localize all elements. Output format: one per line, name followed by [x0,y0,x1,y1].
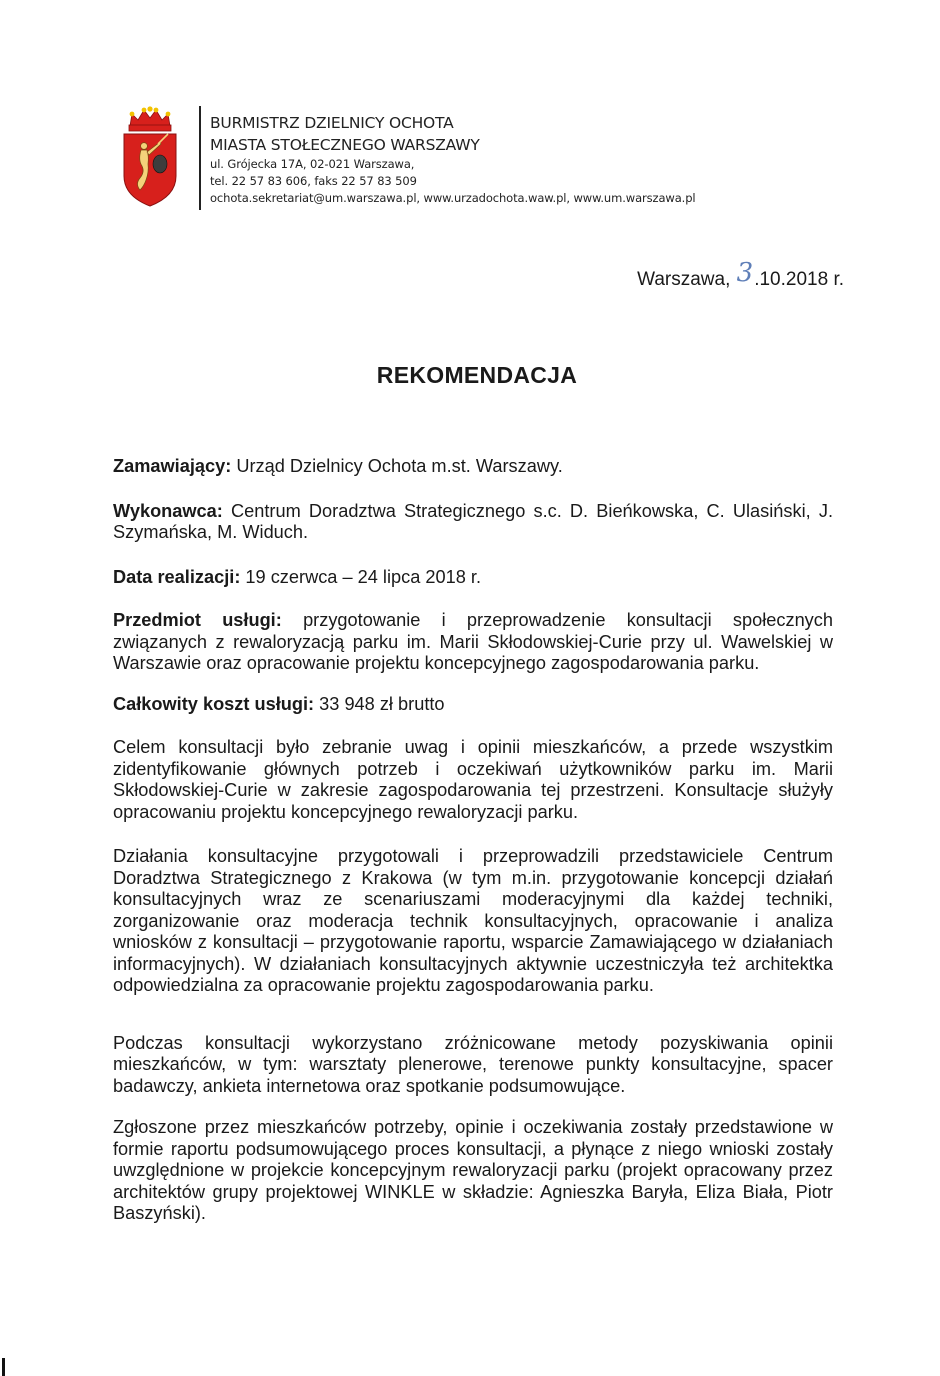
field-zamawiajacy [113,456,833,478]
field-value: 19 czerwca – 24 lipca 2018 r. [240,566,481,587]
paragraph-zgloszone: Zgłoszone przez mieszkańców potrzeby, opinie i oczekiwania zostały przedstawione w formie raportu podsumowującego proces konsultacji, a płynące z niego wnioski zostały uwzględnione w projekcie koncepcyjnym rewaloryzacji parku (projekt opracowany przez architektów grupy projektowej WINKLE w składzie: Agnieszka Baryła, Eliza Biała, Piotr Baszyński). [113,1117,833,1223]
field-label: Całkowity koszt usługi: [113,693,315,714]
letterhead-office: BURMISTRZ DZIELNICY OCHOTA [210,114,454,132]
letterhead-address: ul. Grójecka 17A, 02-021 Warszawa, [210,157,415,171]
letterhead-divider [199,106,201,210]
field-label: Data realizacji: [113,566,241,587]
paragraph-celem: Celem konsultacji było zebranie uwag i opinii mieszkańców, a przede wszystkim zidentyfikowanie głównych potrzeb i oczekiwań użytkowników parku im. Marii Skłodowskiej-Curie w zakresie zagospodarowania tej przestrzeni. Konsultacje służyły opracowaniu projektu koncepcyjnego rewaloryzacji parku. [113,737,833,822]
date-place: Warszawa, [637,269,731,290]
field-label: Przedmiot usługi: [113,610,282,630]
date-day-handwritten: 3 [736,258,754,288]
warsaw-crest-icon [118,104,182,208]
field-przedmiot [113,610,833,675]
letter-date [637,258,844,292]
paragraph-dzialania: Działania konsultacyjne przygotowali i przeprowadzili przedstawiciele Centrum Doradztwa Strategicznego z Krakowa (w tym m.in. przygotowanie koncepcji działań konsultacyjnych wraz ze scenariuszami moderacyjnymi dla każdej techniki, zorganizowanie oraz moderacja technik konsultacyjnych, opracowanie i analiza wniosków z konsultacji – przygotowanie raportu, wsparcie Zamawiającego w działaniach informacyjnych). W działaniach konsultacyjnych aktywnie uczestniczyła też architektka odpowiedzialna za opracowanie projektu zagospodarowania parku. [113,846,833,995]
field-value: Centrum Doradztwa Strategicznego s.c. D. Bieńkowska, C. Ulasiński, J. Szymańska, M. Widuch. [113,500,833,542]
letter-body [113,456,833,1225]
letterhead-phone: tel. 22 57 83 606, faks 22 57 83 509 [210,174,417,188]
field-koszt [113,694,833,716]
field-wykonawca [113,501,833,544]
field-label: Zamawiający: [113,456,232,476]
field-data-realizacji [113,567,833,589]
document-title: REKOMENDACJA [376,362,578,388]
date-rest: .10.2018 r. [754,269,844,290]
letterhead-contact: ochota.sekretariat@um.warszawa.pl, www.urzadochota.waw.pl, www.um.warszawa.pl [210,191,696,205]
letterhead-city: MIASTA STOŁECZNEGO WARSZAWY [210,136,480,154]
field-value: 33 948 zł brutto [314,693,445,714]
paragraph-podczas: Podczas konsultacji wykorzystano zróżnicowane metody pozyskiwania opinii mieszkańców, w tym: warsztaty plenerowe, terenowe punkty konsultacyjne, spacer badawczy, ankieta internetowa oraz spotkanie podsumowujące. [113,1032,833,1096]
letterhead [210,112,696,207]
field-value: Urząd Dzielnicy Ochota m.st. Warszawy. [231,456,563,476]
field-label: Wykonawca: [113,500,223,521]
scan-edge-mark [2,1358,5,1376]
field-value: przygotowanie i przeprowadzenie konsultacji społecznych związanych z rewaloryzacją parku im. Marii Skłodowskiej-Curie przy ul. Wawelskiej w Warszawie oraz opracowanie projektu koncepcyjnego zagospodarowania parku. [113,610,833,673]
